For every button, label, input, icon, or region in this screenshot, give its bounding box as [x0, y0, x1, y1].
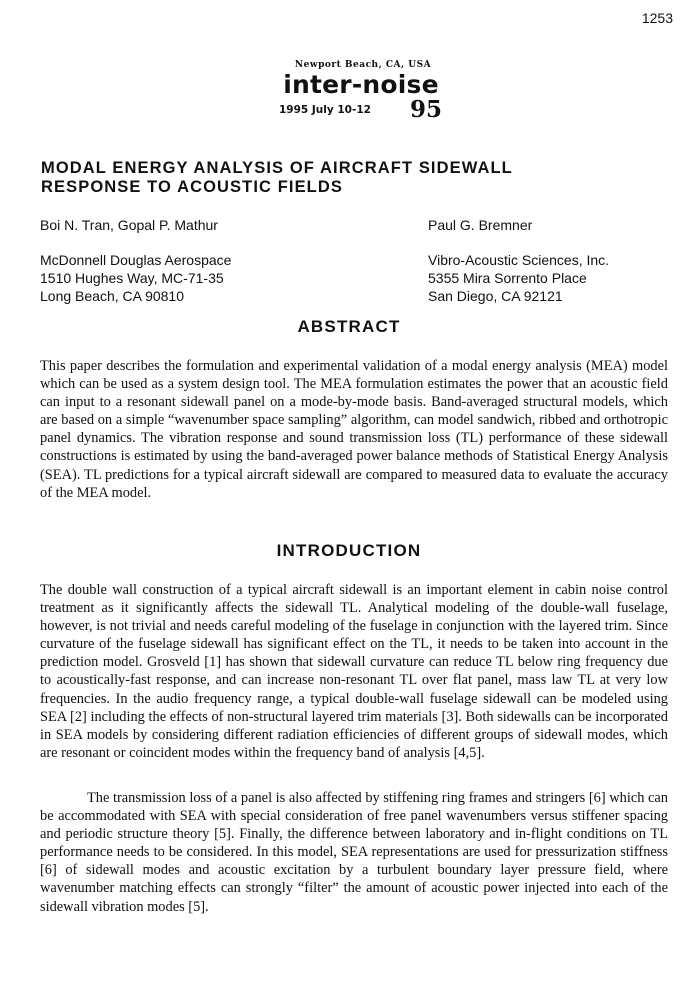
conference-header — [276, 60, 446, 121]
conference-logo: inter-noise — [283, 70, 439, 99]
introduction-paragraph-1: The double wall construction of a typical aircraft sidewall is an important element in cabin noise control treatment as it significantly affects the sidewall TL. Analytical modeling of the double-wall fuselage, however, is not trivial and needs careful modeling of the fuselage in conjunction with the layered trim. Since curvature of the fuselage sidewall has significant effect on the TL, it needs to be taken into account in the prediction model. Grosveld [1] has shown that sidewall curvature can reduce TL below ring frequency due to acoustically-fast response, and can increase non-resonant TL over flat panel, mass law TL at very low frequencies. In the audio frequency range, a typical double-wall fuselage sidewall can be modeled using SEA [2] including the effects of non-structural layered trim materials [3]. Both sidewalls can be incorporated in SEA models by considering different radiation efficiencies of different groups of sidewall modes, which are resonant or coincident modes within the frequency band of analysis [4,5]. — [40, 582, 668, 761]
conference-date-row — [276, 96, 446, 123]
introduction-heading: INTRODUCTION — [276, 541, 422, 560]
conference-year: 95 — [409, 96, 442, 123]
right-author-org: Vibro-Acoustic Sciences, Inc. — [428, 252, 610, 268]
paper-title-line-2: RESPONSE TO ACOUSTIC FIELDS — [41, 178, 343, 196]
right-author-address-2: San Diego, CA 92121 — [428, 288, 563, 304]
left-author-address-2: Long Beach, CA 90810 — [40, 288, 185, 304]
abstract-heading: ABSTRACT — [297, 317, 401, 336]
conference-location: Newport Beach, CA, USA — [294, 60, 432, 70]
left-author-org: McDonnell Douglas Aerospace — [40, 252, 232, 268]
left-author-address-1: 1510 Hughes Way, MC-71-35 — [40, 270, 224, 286]
right-author-address-1: 5355 Mira Sorrento Place — [428, 270, 587, 286]
page-number: 1253 — [641, 10, 673, 26]
conference-dates: 1995 July 10-12 — [279, 104, 371, 116]
left-author-names: Boi N. Tran, Gopal P. Mathur — [40, 217, 218, 233]
paper-title-line-1: MODAL ENERGY ANALYSIS OF AIRCRAFT SIDEWALL — [41, 159, 513, 177]
paper-title — [41, 159, 513, 197]
introduction-paragraph-2: The transmission loss of a panel is also affected by stiffening ring frames and stringers [6] which can be accommodated with SEA with special consideration of free panel wavenumbers versus stiffener spacing and periodic structure theory [5]. Finally, the difference between laboratory and in-flight conditions on TL performance needs to be considered. In this model, SEA representations are used for pressurization stiffness [6] of sidewall modes and acoustic excitation by a turbulent boundary layer pressure field, where wavenumber matching effects can strongly “filter” the amount of acoustic power injected into each of the sidewall vibration modes [5]. — [40, 790, 668, 915]
right-author-names: Paul G. Bremner — [428, 217, 533, 233]
abstract-text: This paper describes the formulation and experimental validation of a modal energy analysis (MEA) model which can be used as a system design tool. The MEA formulation estimates the power that an acoustic field can input to a resonant sidewall panel on a mode-by-mode basis. Band-averaged structural models, which are based on a simple “wavenumber space sampling” algorithm, can model sandwich, ribbed and orthotropic panel dynamics. The vibration response and sound transmission loss (TL) performance of these sidewall constructions is estimated by using the band-averaged power balance methods of Statistical Energy Analysis (SEA). TL predictions for a typical aircraft sidewall are compared to measured data to evaluate the accuracy of the MEA model. — [40, 358, 668, 501]
